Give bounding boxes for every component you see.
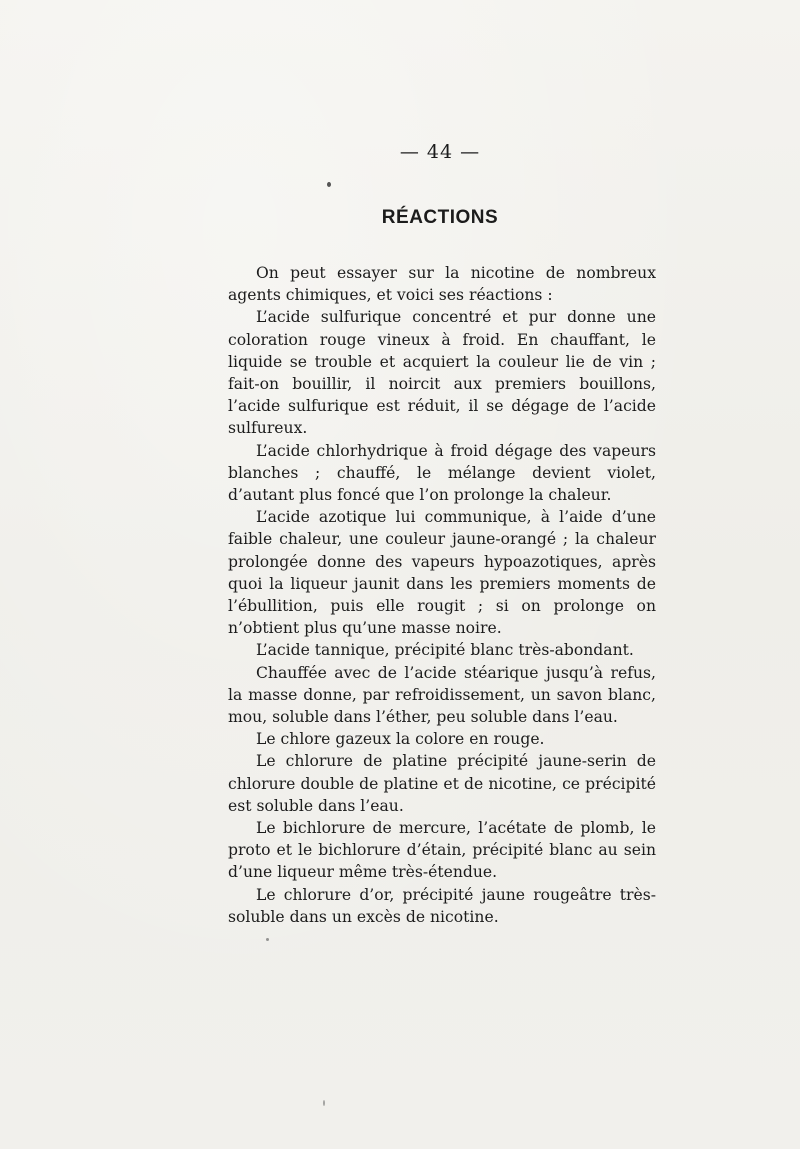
paragraph: Le bichlorure de mercure, l’acétate de plomb, le proto et le bichlorure d’étain, précipité blanc au sein d’une liqueur même très-étendue. (228, 819, 656, 882)
paragraph: Chauffée avec de l’acide stéarique jusqu’à refus, la masse donne, par refroidissement, un savon blanc, mou, soluble dans l’éther, peu soluble dans l’eau. (228, 663, 656, 727)
paragraph: L’acide azotique lui communique, à l’aide d’une faible chaleur, une couleur jaune-orangé ; la chaleur prolongée donne des vapeurs hypoazotiques, après quoi la liqueur jaunit dans les premiers moments de l’ébullition, puis elle rougit ; si on prolonge on n’obtient plus qu’une masse noire. (228, 508, 656, 638)
body-text (228, 262, 656, 928)
paragraph: Le chlorure de platine précipité jaune-serin de chlorure double de platine et de nicotine, ce précipité est soluble dans l’eau. (228, 752, 656, 815)
section-title: RÉACTIONS (381, 207, 499, 228)
paragraph: L’acide tannique, précipité blanc très-abondant. (256, 641, 634, 660)
paragraph: L’acide sulfurique concentré et pur donne une coloration rouge vineux à froid. En chauffant, le liquide se trouble et acquiert la couleur lie de vin ; fait-on bouillir, il noircit aux premiers bouillons, l’acide sulfurique est réduit, il se dégage de l’acide sulfureux. (228, 308, 656, 438)
ink-speck (323, 1100, 325, 1106)
paragraph: Le chlorure d’or, précipité jaune rougeâtre très-soluble dans un excès de nicotine. (228, 885, 656, 926)
paragraph: On peut essayer sur la nicotine de nombreux agents chimiques, et voici ses réactions : (228, 264, 656, 305)
paragraph: L’acide chlorhydrique à froid dégage des vapeurs blanches ; chauffé, le mélange devient violet, d’autant plus foncé que l’on prolonge la chaleur. (228, 441, 656, 505)
ink-speck (266, 938, 269, 941)
ink-speck (327, 182, 331, 187)
paragraph: Le chlore gazeux la colore en rouge. (256, 730, 545, 749)
page-number: — 44 — (399, 141, 481, 163)
